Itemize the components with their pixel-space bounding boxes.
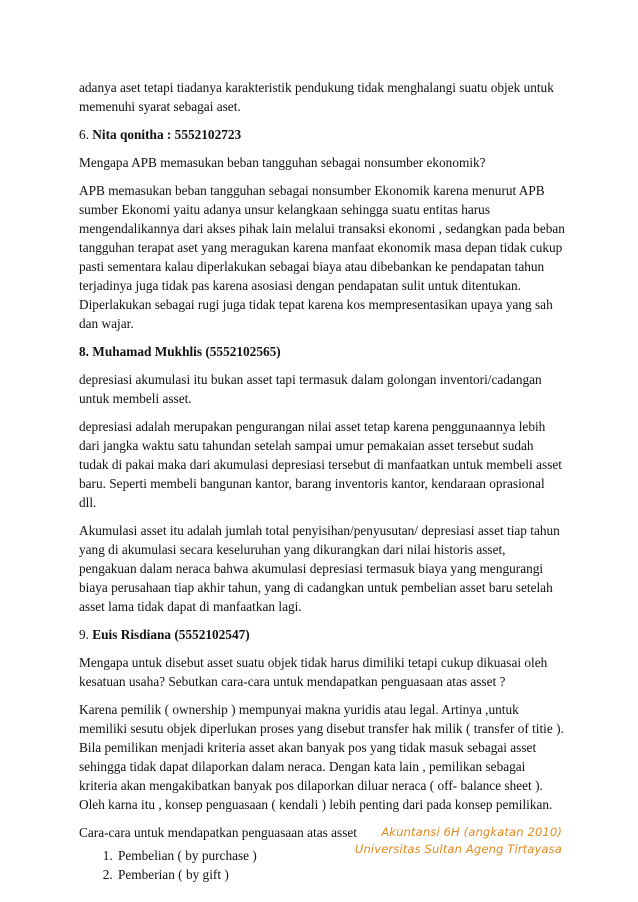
question-6: Mengapa APB memasukan beban tangguhan sebagai nonsumber ekonomik? (79, 155, 486, 170)
page-footer (355, 824, 562, 858)
heading-9-name: Euis Risdiana (5552102547) (92, 627, 250, 642)
footer-university-label: Universitas Sultan Ageng Tirtayasa (354, 842, 562, 856)
heading-8-text: 8. Muhamad Mukhlis (5552102565) (79, 344, 281, 359)
footer-class-label: Akuntansi 6H (angkatan 2010) (381, 825, 562, 839)
answer-9: Karena pemilik ( ownership ) mempunyai makna yuridis atau legal. Artinya ,untuk memiliki sesutu objek diperlukan proses yang disebut transfer hak milik ( transfer of titie ). Bila pemilikan menjadi kriteria asset akan banyak pos yang tidak masuk sebagai asset sehingga tidak dapat dilaporkan dalam neraca. Dengan kata lain , pemilikan sebagai kriteria akan mengakibatkan banyak pos dilaporkan diluar neraca ( off- balance sheet ). Oleh karna itu , konsep penguasaan ( kendali ) lebih penting dari pada konsep pemilikan. (79, 702, 564, 812)
answer-8-part-3: Akumulasi asset itu adalah jumlah total penyisihan/penyusutan/ depresiasi asset tiap tahun yang di akumulasi secara keseluruhan yang dikurangkan dari nilai historis asset, pengakuan dalam neraca bahwa akumulasi depresiasi termasuk biaya yang mengurangi biaya perusahaan tiap akhir tahun, yang di cadangkan untuk pembelian asset baru setelah asset lama tidak dapat di manfaatkan lagi. (79, 523, 560, 614)
heading-6-number: 6. (79, 127, 93, 142)
heading-8 (79, 342, 565, 361)
heading-9 (79, 625, 565, 644)
paragraph-intro: adanya aset tetapi tiadanya karakteristik pendukung tidak menghalangi suatu objek untuk memenuhi syarat sebagai aset. (79, 80, 554, 114)
heading-6-name: Nita qonitha : 5552102723 (92, 127, 242, 142)
document-body (79, 78, 565, 884)
list-item: 1. Pembelian ( by purchase ) (116, 846, 565, 865)
list-item: 2. Pemberian ( by gift ) (116, 865, 565, 884)
answer-6: APB memasukan beban tangguhan sebagai nonsumber Ekonomik karena menurut APB sumber Ekonomi yaitu adanya unsur kelangkaan sehingga suatu entitas harus mengendalikannya dari akses pihak lain melalui transaksi ekonomi , sedangkan pada beban tangguhan terapat aset yang meragukan karena manfaat ekonomik masa depan tidak cukup pasti sementara kalau diperlakukan sebagai biaya atau dibebankan ke pendapatan tahun terjadinya juga tidak pas karena asosiasi dengan pendapatan sulit untuk ditentukan. Diperlakukan sebagai rugi juga tidak tepat karena kos mempresentasikan upaya yang sah dan wajar. (79, 183, 565, 331)
answer-8-part-2: depresiasi adalah merupakan pengurangan nilai asset tetap karena penggunaannya lebih dari jangka waktu satu tahundan setelah sampai umur pemakaian asset tersebut sudah tudak di pakai maka dari akumulasi depresiasi tersebut di manfaatkan untuk membeli asset baru. Seperti membeli bangunan kantor, barang inventoris kantor, kendaraan oprasional dll. (79, 419, 562, 510)
heading-6 (79, 125, 565, 144)
heading-9-number: 9. (79, 627, 93, 642)
question-9: Mengapa untuk disebut asset suatu objek tidak harus dimiliki tetapi cukup dikuasai oleh kesatuan usaha? Sebutkan cara-cara untuk mendapatkan penguasaan atas asset ? (79, 655, 548, 689)
answer-8-part-1: depresiasi akumulasi itu bukan asset tapi termasuk dalam golongan inventori/cadangan untuk membeli asset. (79, 372, 542, 406)
methods-intro: Cara-cara untuk mendapatkan penguasaan atas asset (79, 825, 358, 840)
